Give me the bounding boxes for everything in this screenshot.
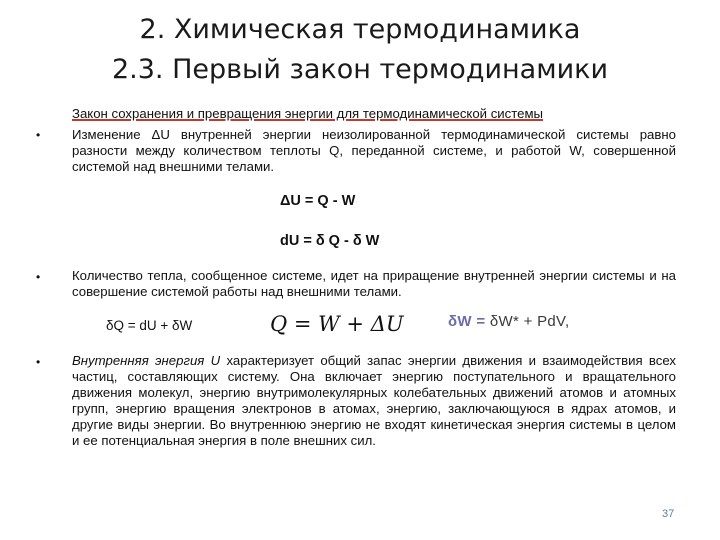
slide-title-line2: 2.3. Первый закон термодинамики [111, 54, 609, 85]
bullet-text-3 [72, 353, 676, 449]
formula-work-lhs: δW = [448, 313, 486, 330]
page-number: 37 [662, 508, 675, 520]
bullet-marker-2: • [36, 270, 41, 284]
formula-heat: δQ = dU + δW [106, 318, 193, 333]
formula-first-law: ΔU = Q - W [280, 193, 356, 209]
formula-work [448, 313, 569, 330]
internal-energy-term: Внутренняя энергия U [72, 353, 221, 368]
law-subtitle: Закон сохранения и превращения энергии для термодинамической системы [72, 106, 544, 121]
formula-q-equals: Q = W + ΔU [270, 312, 404, 336]
internal-energy-description: характеризует общий запас энергии движения и взаимодействия всех частиц, составляющих систему. Она включает энергию поступательного и вращательного движения молекул, энергию внутримолекулярных колебательных движений атомов и атомных групп, энергию вращения электронов в атомах, энергию, заключающуюся в ядрах атомов, и другие виды энергии. Во внутреннюю энергию не входят кинетическая энергия системы в целом и ее потенциальная энергия в поле внешних сил. [72, 353, 676, 448]
bullet-marker-1: • [36, 128, 41, 142]
formula-differential: dU = δ Q - δ W [280, 233, 380, 249]
formula-work-rhs: δW* + PdV, [485, 313, 570, 330]
slide-title-line1: 2. Химическая термодинамика [139, 14, 581, 45]
bullet-marker-3: • [36, 355, 41, 369]
bullet-text-2: Количество тепла, сообщенное системе, идет на приращение внутренней энергии системы и на совершение системой работы над внешними телами. [72, 268, 676, 299]
bullet-text-1: Изменение ΔU внутренней энергии неизолированной термодинамической системы равно разности между количеством теплоты Q, переданной системе, и работой W, совершенной системой над внешними телами. [72, 127, 676, 174]
